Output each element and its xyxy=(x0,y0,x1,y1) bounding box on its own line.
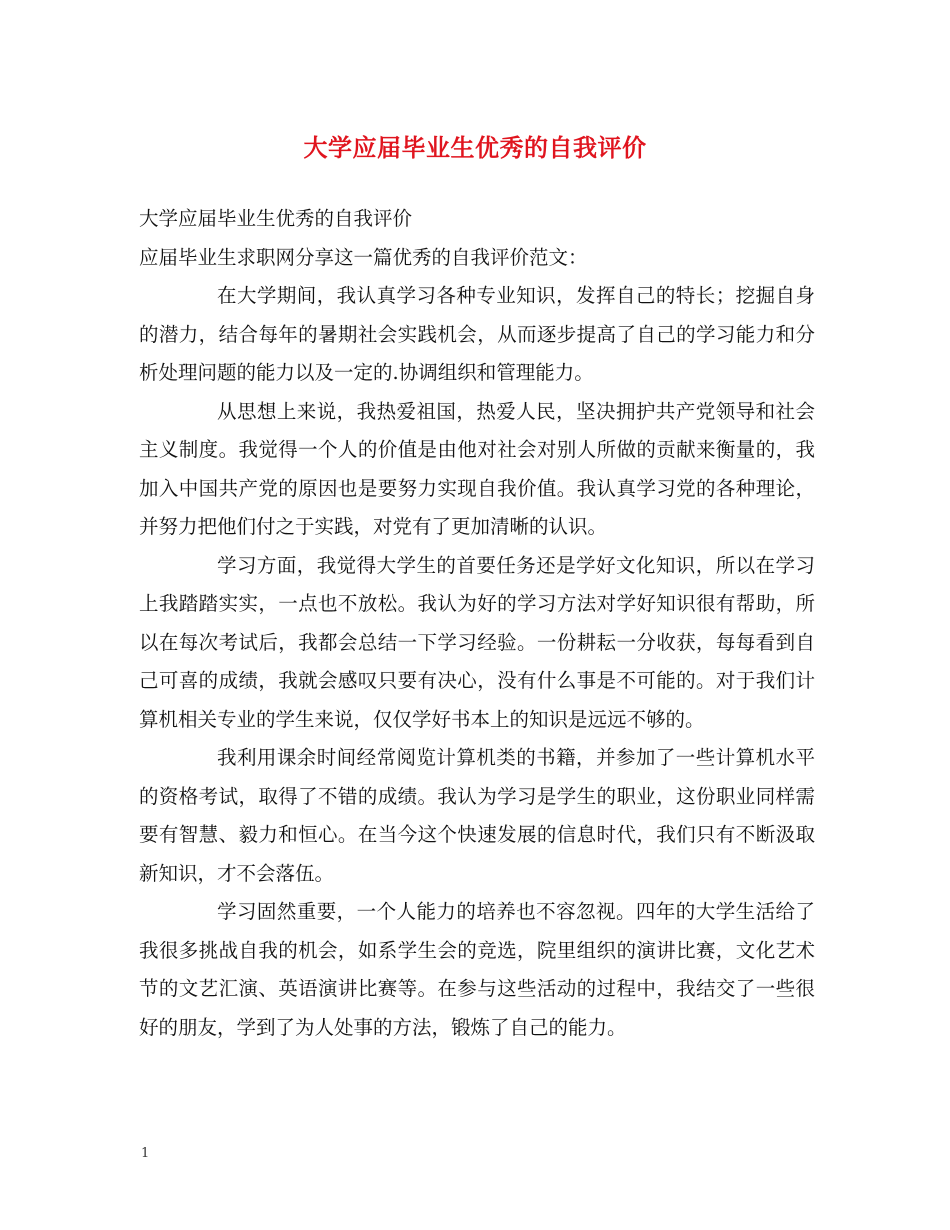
body-paragraph: 我利用课余时间经常阅览计算机类的书籍，并参加了一些计算机水平的资格考试，取得了不错的成绩。我认为学习是学生的职业，这份职业同样需要有智慧、毅力和恒心。在当今这个快速发展的信息时代，我们只有不断汲取新知识，才不会落伍。 xyxy=(139,746,815,885)
body-paragraph: 在大学期间，我认真学习各种专业知识，发挥自己的特长；挖掘自身的潜力，结合每年的暑期社会实践机会，从而逐步提高了自己的学习能力和分析处理问题的能力以及一定的.协调组织和管理能力。 xyxy=(139,284,815,384)
page-number: 1 xyxy=(141,1146,150,1161)
intro-line: 大学应届毕业生优秀的自我评价 xyxy=(139,207,413,230)
body-paragraph: 学习固然重要，一个人能力的培养也不容忽视。四年的大学生活给了我很多挑战自我的机会，如系学生会的竞选，院里组织的演讲比赛，文化艺术节的文艺汇演、英语演讲比赛等。在参与这些活动的过程中，我结交了一些很好的朋友，学到了为人处事的方法，锻炼了自己的能力。 xyxy=(139,900,815,1039)
intro-line: 应届毕业生求职网分享这一篇优秀的自我评价范文： xyxy=(139,245,588,269)
document-body xyxy=(139,200,815,1047)
document-title: 大学应届毕业生优秀的自我评价 xyxy=(303,133,647,162)
body-paragraph: 学习方面，我觉得大学生的首要任务还是学好文化知识，所以在学习上我踏踏实实，一点也不放松。我认为好的学习方法对学好知识很有帮助，所以在每次考试后，我都会总结一下学习经验。一份耕耘一分收获，每每看到自己可喜的成绩，我就会感叹只要有决心，没有什么事是不可能的。对于我们计算机相关专业的学生来说，仅仅学好书本上的知识是远远不够的。 xyxy=(139,553,815,731)
body-paragraph: 从思想上来说，我热爱祖国，热爱人民，坚决拥护共产党领导和社会主义制度。我觉得一个人的价值是由他对社会对别人所做的贡献来衡量的，我加入中国共产党的原因也是要努力实现自我价值。我认真学习党的各种理论，并努力把他们付之于实践，对党有了更加清晰的认识。 xyxy=(139,399,815,538)
